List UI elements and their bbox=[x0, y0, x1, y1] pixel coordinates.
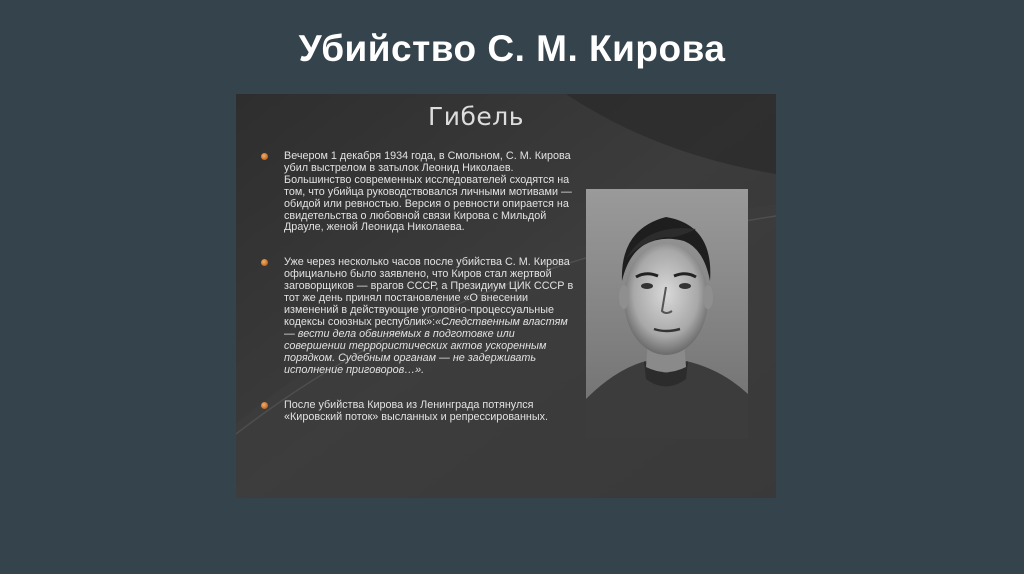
bullet-item bbox=[260, 151, 578, 234]
bullet-dot-icon bbox=[261, 402, 268, 409]
bullet-dot-icon bbox=[261, 259, 268, 266]
page-title: Убийство С. М. Кирова bbox=[298, 28, 726, 69]
bullet-text: Вечером 1 декабря 1934 года, в Смольном, С. М. Кирова убил выстрелом в затылок Леонид Николаев. Большинство современных исследователей сходятся на том, что убийца руководствовался личными мотивами — обидой или ревностью. Версия о ревности опирается на свидетельства о любовной связи Кирова с Мильдой Драуле, женой Леонида Николаева. bbox=[284, 150, 572, 234]
bullet-list bbox=[260, 151, 578, 424]
portrait-icon bbox=[586, 189, 748, 439]
bullet-item bbox=[260, 400, 578, 424]
slide-heading: Гибель bbox=[428, 102, 525, 131]
slide-image bbox=[236, 94, 776, 498]
bullet-text: После убийства Кирова из Ленинграда потянулся «Кировский поток» высланных и репрессированных. bbox=[284, 399, 549, 424]
bullet-quote: «Следственным властям — вести дела обвиняемых в подготовке или совершении террористических актов ускоренным порядком. Судебным органам — не задерживать исполнение приговоров…». bbox=[284, 315, 568, 376]
portrait-photo bbox=[586, 189, 748, 439]
bullet-text: Уже через несколько часов после убийства С. М. Кирова официально было заявлено, что Киров стал жертвой заговорщиков — врагов СССР, а Президиум ЦИК СССР в тот же день принял постановление «О внесении изменений в действующие уголовно-процессуальные кодексы союзных республик»: bbox=[284, 256, 574, 328]
bullet-dot-icon bbox=[261, 153, 268, 160]
bullet-item bbox=[260, 257, 578, 376]
